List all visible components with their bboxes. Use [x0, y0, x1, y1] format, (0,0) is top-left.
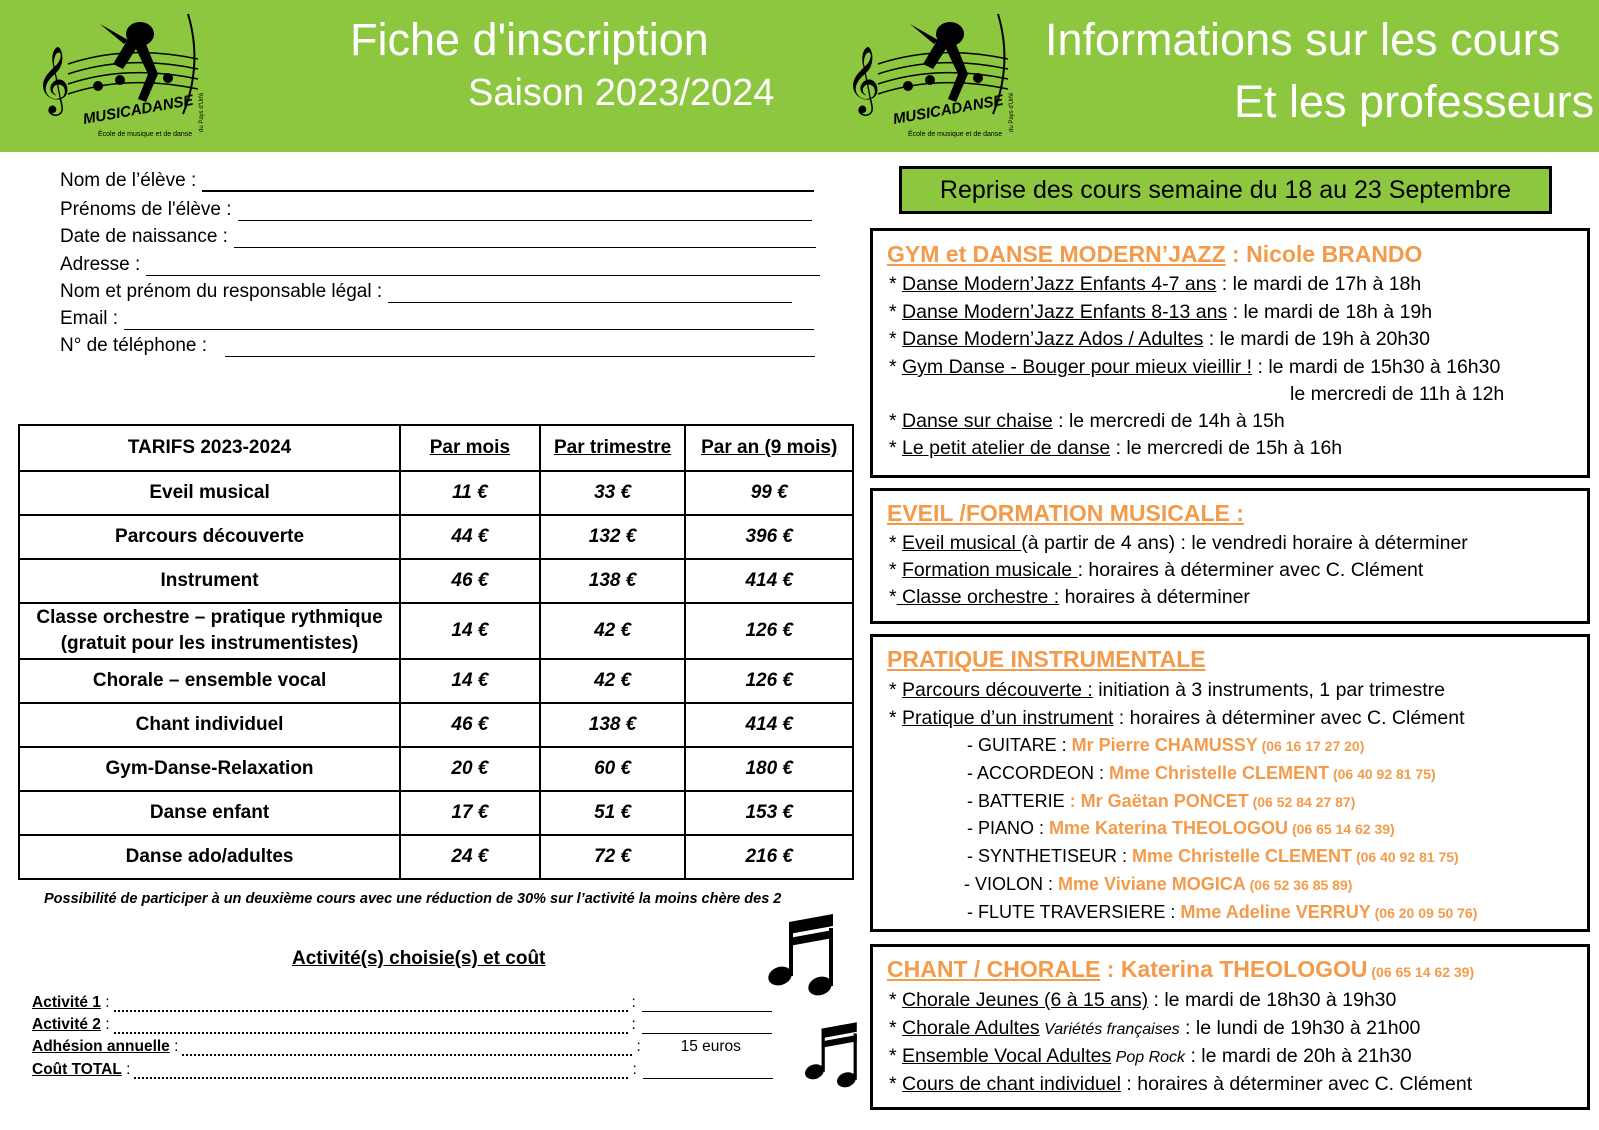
activity-2-cost[interactable]	[642, 1019, 772, 1034]
colon: :	[636, 1038, 641, 1055]
list-item: * Danse Modern’Jazz Enfants 8-13 ans : le mardi de 18h à 19h	[889, 301, 1433, 323]
gym-title-underlined: GYM et DANSE MODERN’JAZZ	[887, 241, 1226, 267]
musicadanse-logo	[28, 4, 218, 144]
activity-1-dots[interactable]	[114, 1000, 628, 1012]
colon: :	[100, 1016, 110, 1033]
teacher-name: Mme Viviane MOGICA	[1058, 874, 1246, 894]
dancer-icon	[100, 22, 158, 102]
colon: :	[121, 1061, 131, 1078]
table-row	[19, 559, 853, 603]
list-item: * Gym Danse - Bouger pour mieux vieillir ! : le mardi de 15h30 à 16h30	[889, 356, 1501, 378]
table-row	[19, 471, 853, 515]
total-label: Coût TOTAL	[32, 1061, 122, 1078]
course-name: Danse Modern’Jazz Enfants 4-7 ans	[902, 273, 1217, 295]
course-schedule: : le mardi de 20h à 21h30	[1185, 1045, 1412, 1067]
list-item: * Cours de chant individuel : horaires à déterminer avec C. Clément	[889, 1073, 1473, 1095]
reprise-banner: Reprise des cours semaine du 18 au 23 Septembre	[899, 166, 1552, 214]
teacher-phone: (06 52 36 85 89)	[1245, 877, 1353, 893]
instrument: - BATTERIE	[967, 791, 1070, 811]
list-item: * Pratique d’un instrument : horaires à déterminer avec C. Clément	[889, 707, 1465, 729]
course-name: Danse Modern’Jazz Enfants 8-13 ans	[902, 301, 1228, 323]
season-subtitle: Saison 2023/2024	[468, 72, 775, 114]
svg-text:MUSICADANSE: MUSICADANSE	[891, 91, 1005, 128]
treble-clef-icon: 𝄞	[846, 45, 881, 113]
price-an: 126 €	[685, 659, 853, 703]
course-schedule: : le mardi de 19h à 20h30	[1203, 328, 1430, 350]
table-header-row	[19, 425, 853, 471]
price-trimestre: 72 €	[540, 835, 686, 879]
price-an: 414 €	[685, 559, 853, 603]
treble-clef-icon: 𝄞	[36, 45, 71, 113]
course-schedule: : le mardi de 17h à 18h	[1216, 273, 1422, 295]
teacher-name: : Mr Gaëtan PONCET	[1069, 791, 1249, 811]
teacher-phone: (06 65 14 62 39)	[1288, 821, 1395, 837]
activity-name: Chorale – ensemble vocal	[19, 659, 400, 703]
price-trimestre: 42 €	[540, 659, 686, 703]
teacher-name: Mme Adeline VERRUY	[1180, 902, 1371, 922]
activity-name	[19, 603, 400, 659]
teacher-phone: (06 20 09 50 76)	[1370, 905, 1478, 921]
gym-title-teacher: : Nicole BRANDO	[1225, 241, 1423, 267]
field-label: Nom et prénom du responsable légal :	[60, 281, 383, 302]
teacher-phone: (06 16 17 27 20)	[1257, 738, 1365, 754]
instrument: - VIOLON :	[964, 874, 1059, 894]
teacher-name: Mme Katerina THEOLOGOU	[1049, 818, 1289, 838]
course-schedule: : le lundi de 19h30 à 21h00	[1179, 1017, 1421, 1039]
field-line[interactable]	[146, 259, 820, 276]
course-schedule: : horaires à déterminer avec C. Clément	[1077, 559, 1424, 581]
activity-1-cost[interactable]	[642, 997, 772, 1012]
chant-title-underlined: CHANT / CHORALE	[887, 956, 1101, 982]
table-row	[19, 835, 853, 879]
field-line[interactable]	[388, 286, 792, 303]
course-name: Eveil musical	[902, 532, 1022, 554]
teacher-name: Mme Christelle CLEMENT	[1109, 763, 1330, 783]
logo-graphic-right	[838, 4, 1028, 144]
eveil-title	[887, 500, 1244, 527]
activity-name-line1: Classe orchestre – pratique rythmique	[36, 607, 383, 629]
field-label: Prénoms de l'élève :	[60, 199, 232, 220]
column-header: TARIFS 2023-2024	[19, 425, 400, 471]
activity-2-dots[interactable]	[114, 1022, 628, 1034]
total-row[interactable]	[32, 1061, 773, 1079]
colon: :	[100, 994, 110, 1011]
field-line[interactable]	[225, 340, 815, 357]
svg-text:MUSICADANSE: MUSICADANSE	[81, 91, 195, 128]
activity-name: Danse ado/adultes	[19, 835, 400, 879]
chant-title	[887, 956, 1474, 983]
field-line[interactable]	[124, 313, 814, 330]
page-title: Fiche d'inscription	[350, 14, 709, 65]
teacher-phone: (06 40 92 81 75)	[1352, 849, 1459, 865]
course-name: Chorale Jeunes (6 à 15 ans)	[902, 989, 1149, 1011]
list-item: * Eveil musical (à partir de 4 ans) : le vendredi horaire à déterminer	[889, 532, 1468, 554]
total-dots[interactable]	[134, 1067, 628, 1079]
table-row	[19, 603, 853, 659]
table-row	[19, 791, 853, 835]
course-name: Le petit atelier de danse	[902, 437, 1111, 459]
course-style: Pop Rock	[1111, 1049, 1186, 1066]
teacher-row	[964, 874, 1352, 895]
course-schedule: : le mardi de 18h à 19h	[1227, 301, 1433, 323]
colon: :	[169, 1038, 179, 1055]
price-an: 180 €	[685, 747, 853, 791]
field-label: Adresse :	[60, 254, 141, 275]
price-trimestre: 42 €	[540, 603, 686, 659]
activity-name: Parcours découverte	[19, 515, 400, 559]
colon: :	[631, 1016, 636, 1033]
activity-2-row[interactable]	[32, 1016, 772, 1034]
course-schedule: horaires à déterminer	[1059, 586, 1250, 608]
tarifs-table	[18, 424, 854, 880]
price-an: 126 €	[685, 603, 853, 659]
price-mois: 14 €	[400, 603, 540, 659]
eveil-title-text: EVEIL /FORMATION MUSICALE :	[887, 500, 1244, 526]
teacher-row	[967, 791, 1355, 812]
column-header: Par trimestre	[540, 425, 686, 471]
gym-dance-title	[887, 241, 1422, 268]
instrument: - FLUTE TRAVERSIERE :	[967, 902, 1181, 922]
course-name: Cours de chant individuel	[902, 1073, 1121, 1095]
teacher-row	[967, 818, 1395, 839]
adhesion-label: Adhésion annuelle	[32, 1038, 170, 1055]
info-subtitle: Et les professeurs	[1234, 76, 1595, 127]
discount-note: Possibilité de participer à un deuxième cours avec une réduction de 30% sur l’activité la moins chère des 2	[44, 891, 782, 907]
course-name: Parcours découverte :	[902, 679, 1093, 701]
price-trimestre: 60 €	[540, 747, 686, 791]
price-mois: 24 €	[400, 835, 540, 879]
teacher-phone: (06 40 92 81 75)	[1329, 766, 1436, 782]
chant-title-phone: (06 65 14 62 39)	[1367, 964, 1475, 980]
course-name: Formation musicale	[902, 559, 1078, 581]
list-item: * Ensemble Vocal Adultes Pop Rock : le mardi de 20h à 21h30	[889, 1045, 1412, 1067]
activities-title: Activité(s) choisie(s) et coût	[292, 948, 546, 969]
course-schedule: : horaires à déterminer avec C. Clément	[1120, 1073, 1473, 1095]
course-schedule: (à partir de 4 ans) : le vendredi horaire à déterminer	[1021, 532, 1468, 554]
field-line[interactable]	[234, 231, 816, 248]
dancer-icon	[910, 22, 968, 102]
price-mois: 46 €	[400, 703, 540, 747]
activity-1-label: Activité 1	[32, 994, 101, 1011]
adhesion-row[interactable]	[32, 1038, 781, 1056]
table-row	[19, 659, 853, 703]
field-label: N° de téléphone :	[60, 335, 208, 356]
instrument: - GUITARE :	[967, 735, 1072, 755]
activity-name: Eveil musical	[19, 471, 400, 515]
total-cost[interactable]	[643, 1064, 773, 1079]
table-row	[19, 747, 853, 791]
list-item: * Danse Modern’Jazz Ados / Adultes : le mardi de 19h à 20h30	[889, 328, 1430, 350]
course-schedule: : le mardi de 15h30 à 16h30	[1252, 356, 1501, 378]
list-item: * Formation musicale : horaires à déterminer avec C. Clément	[889, 559, 1424, 581]
activity-1-row[interactable]	[32, 994, 772, 1012]
activity-name: Chant individuel	[19, 703, 400, 747]
field-responsable[interactable]	[60, 281, 792, 303]
course-schedule: : horaires à déterminer avec C. Clément	[1113, 707, 1465, 729]
adhesion-value: 15 euros	[680, 1038, 741, 1055]
price-an: 99 €	[685, 471, 853, 515]
svg-text:du Pays d'Urfé: du Pays d'Urfé	[1009, 92, 1015, 132]
course-name: Gym Danse - Bouger pour mieux vieillir !	[902, 356, 1253, 378]
course-name: Classe orchestre :	[896, 586, 1060, 608]
course-style: Variétés françaises	[1039, 1021, 1180, 1038]
svg-text:du Pays d'Urfé: du Pays d'Urfé	[199, 92, 205, 132]
field-prenoms[interactable]	[60, 199, 812, 221]
logo-graphic	[28, 4, 218, 144]
price-mois: 20 €	[400, 747, 540, 791]
table-row	[19, 703, 853, 747]
price-an: 216 €	[685, 835, 853, 879]
teacher-row	[967, 763, 1436, 784]
price-mois: 44 €	[400, 515, 540, 559]
field-nom[interactable]	[60, 170, 814, 192]
activity-name: Gym-Danse-Relaxation	[19, 747, 400, 791]
teacher-name: Mr Pierre CHAMUSSY	[1071, 735, 1258, 755]
activity-name-line2: (gratuit pour les instrumentistes)	[60, 633, 359, 654]
price-trimestre: 132 €	[540, 515, 686, 559]
price-an: 153 €	[685, 791, 853, 835]
field-naissance[interactable]	[60, 226, 816, 248]
course-name: Danse Modern’Jazz Ados / Adultes	[902, 328, 1204, 350]
table-row	[19, 515, 853, 559]
course-schedule: : le mardi de 18h30 à 19h30	[1148, 989, 1397, 1011]
course-name: Ensemble Vocal Adultes	[902, 1045, 1112, 1067]
colon: :	[632, 1061, 637, 1078]
instrument: - PIANO :	[967, 818, 1050, 838]
double-eighth-note-icon	[800, 1016, 864, 1094]
price-mois: 11 €	[400, 471, 540, 515]
course-schedule: : le mercredi de 14h à 15h	[1052, 410, 1285, 432]
field-email[interactable]	[60, 308, 814, 330]
activity-2-label: Activité 2	[32, 1016, 101, 1033]
teacher-row	[967, 735, 1364, 756]
field-label: Date de naissance :	[60, 226, 228, 247]
field-telephone[interactable]	[60, 335, 815, 357]
double-eighth-note-icon	[762, 910, 842, 1000]
instrument: - ACCORDEON :	[967, 763, 1110, 783]
course-schedule: initiation à 3 instruments, 1 par trimestre	[1092, 679, 1446, 701]
teacher-phone: (06 52 84 27 87)	[1248, 794, 1356, 810]
list-item: * Classe orchestre : horaires à déterminer	[889, 586, 1250, 608]
course-name: Chorale Adultes	[902, 1017, 1040, 1039]
column-header: Par mois	[400, 425, 540, 471]
instrument: - SYNTHETISEUR :	[967, 846, 1133, 866]
column-header: Par an (9 mois)	[685, 425, 853, 471]
course-name: Danse sur chaise	[902, 410, 1053, 432]
list-item: * Danse sur chaise : le mercredi de 14h à 15h	[889, 410, 1285, 432]
price-trimestre: 51 €	[540, 791, 686, 835]
price-mois: 14 €	[400, 659, 540, 703]
list-item: * Parcours découverte : initiation à 3 instruments, 1 par trimestre	[889, 679, 1446, 701]
course-name: Pratique d’un instrument	[902, 707, 1114, 729]
list-item: * Chorale Jeunes (6 à 15 ans) : le mardi de 18h30 à 19h30	[889, 989, 1397, 1011]
list-item: * Le petit atelier de danse : le mercredi de 15h à 16h	[889, 437, 1343, 459]
field-adresse[interactable]	[60, 254, 820, 276]
svg-text:École de musique et de danse: École de musique et de danse	[908, 131, 1003, 138]
list-item: * Chorale Adultes Variétés françaises : le lundi de 19h30 à 21h00	[889, 1017, 1421, 1039]
pratique-title	[887, 646, 1206, 673]
colon: :	[631, 994, 636, 1011]
price-trimestre: 138 €	[540, 559, 686, 603]
field-label: Nom de l’élève :	[60, 170, 197, 191]
activity-name: Instrument	[19, 559, 400, 603]
gym-extra-schedule: le mercredi de 11h à 12h	[1290, 383, 1505, 405]
pratique-title-text: PRATIQUE INSTRUMENTALE	[887, 646, 1206, 672]
chant-title-teacher: : Katerina THEOLOGOU	[1100, 956, 1368, 982]
price-mois: 17 €	[400, 791, 540, 835]
list-item: * Danse Modern’Jazz Enfants 4-7 ans : le mardi de 17h à 18h	[889, 273, 1422, 295]
course-schedule: : le mercredi de 15h à 16h	[1110, 437, 1343, 459]
price-trimestre: 138 €	[540, 703, 686, 747]
field-line[interactable]	[238, 204, 812, 221]
teacher-row	[967, 846, 1459, 867]
teacher-name: Mme Christelle CLEMENT	[1132, 846, 1353, 866]
adhesion-dots	[182, 1044, 632, 1056]
price-an: 414 €	[685, 703, 853, 747]
field-label: Email :	[60, 308, 119, 329]
field-line[interactable]	[202, 174, 814, 192]
musicadanse-logo-right	[838, 4, 1028, 144]
svg-text:École de musique et de danse: École de musique et de danse	[98, 131, 193, 138]
price-trimestre: 33 €	[540, 471, 686, 515]
price-mois: 46 €	[400, 559, 540, 603]
price-an: 396 €	[685, 515, 853, 559]
teacher-row	[967, 902, 1477, 923]
info-title: Informations sur les cours	[1045, 14, 1561, 65]
activity-name: Danse enfant	[19, 791, 400, 835]
